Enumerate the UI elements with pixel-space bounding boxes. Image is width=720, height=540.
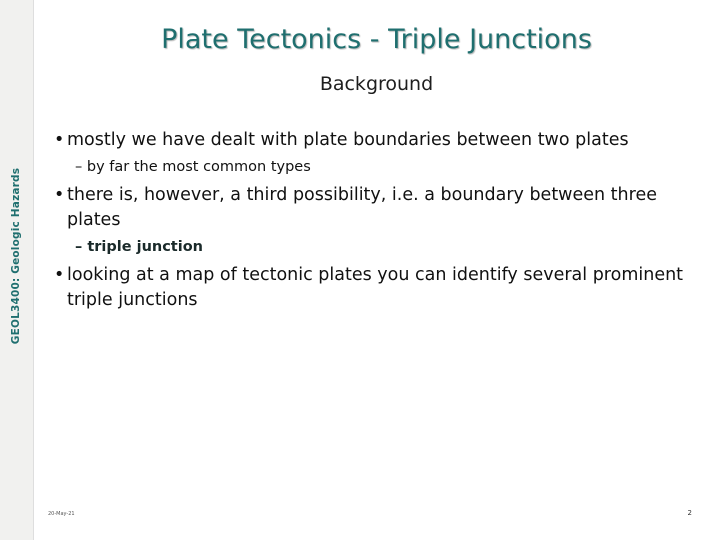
bullet-item [52, 183, 712, 233]
bullet-text: mostly we have dealt with plate boundaries between two plates [67, 130, 629, 150]
slide-title: Plate Tectonics - Triple Junctions [161, 24, 592, 55]
sub-bullet-text: triple junction [87, 239, 203, 255]
dash-icon: – [75, 159, 83, 175]
bullet-item [52, 128, 712, 153]
course-label: GEOL3400: Geologic Hazards [10, 167, 22, 345]
bullet-text: looking at a map of tectonic plates you can identify several prominent triple junctions [67, 265, 684, 310]
footer-date: 20-May-21 [48, 511, 75, 517]
bullet-icon: • [54, 265, 65, 285]
page-number: 2 [687, 509, 692, 517]
sidebar [0, 0, 34, 540]
bullet-item [52, 263, 712, 313]
sub-bullet-item [52, 157, 712, 177]
dash-icon: – [75, 239, 83, 255]
bullet-icon: • [54, 185, 65, 205]
sub-bullet-item [52, 237, 712, 257]
sub-bullet-text: by far the most common types [86, 159, 311, 175]
slide-content [52, 128, 712, 313]
slide-subtitle: Background [319, 73, 434, 95]
bullet-icon: • [54, 130, 65, 150]
bullet-text: there is, however, a third possibility, i.e. a boundary between three plates [67, 185, 657, 230]
